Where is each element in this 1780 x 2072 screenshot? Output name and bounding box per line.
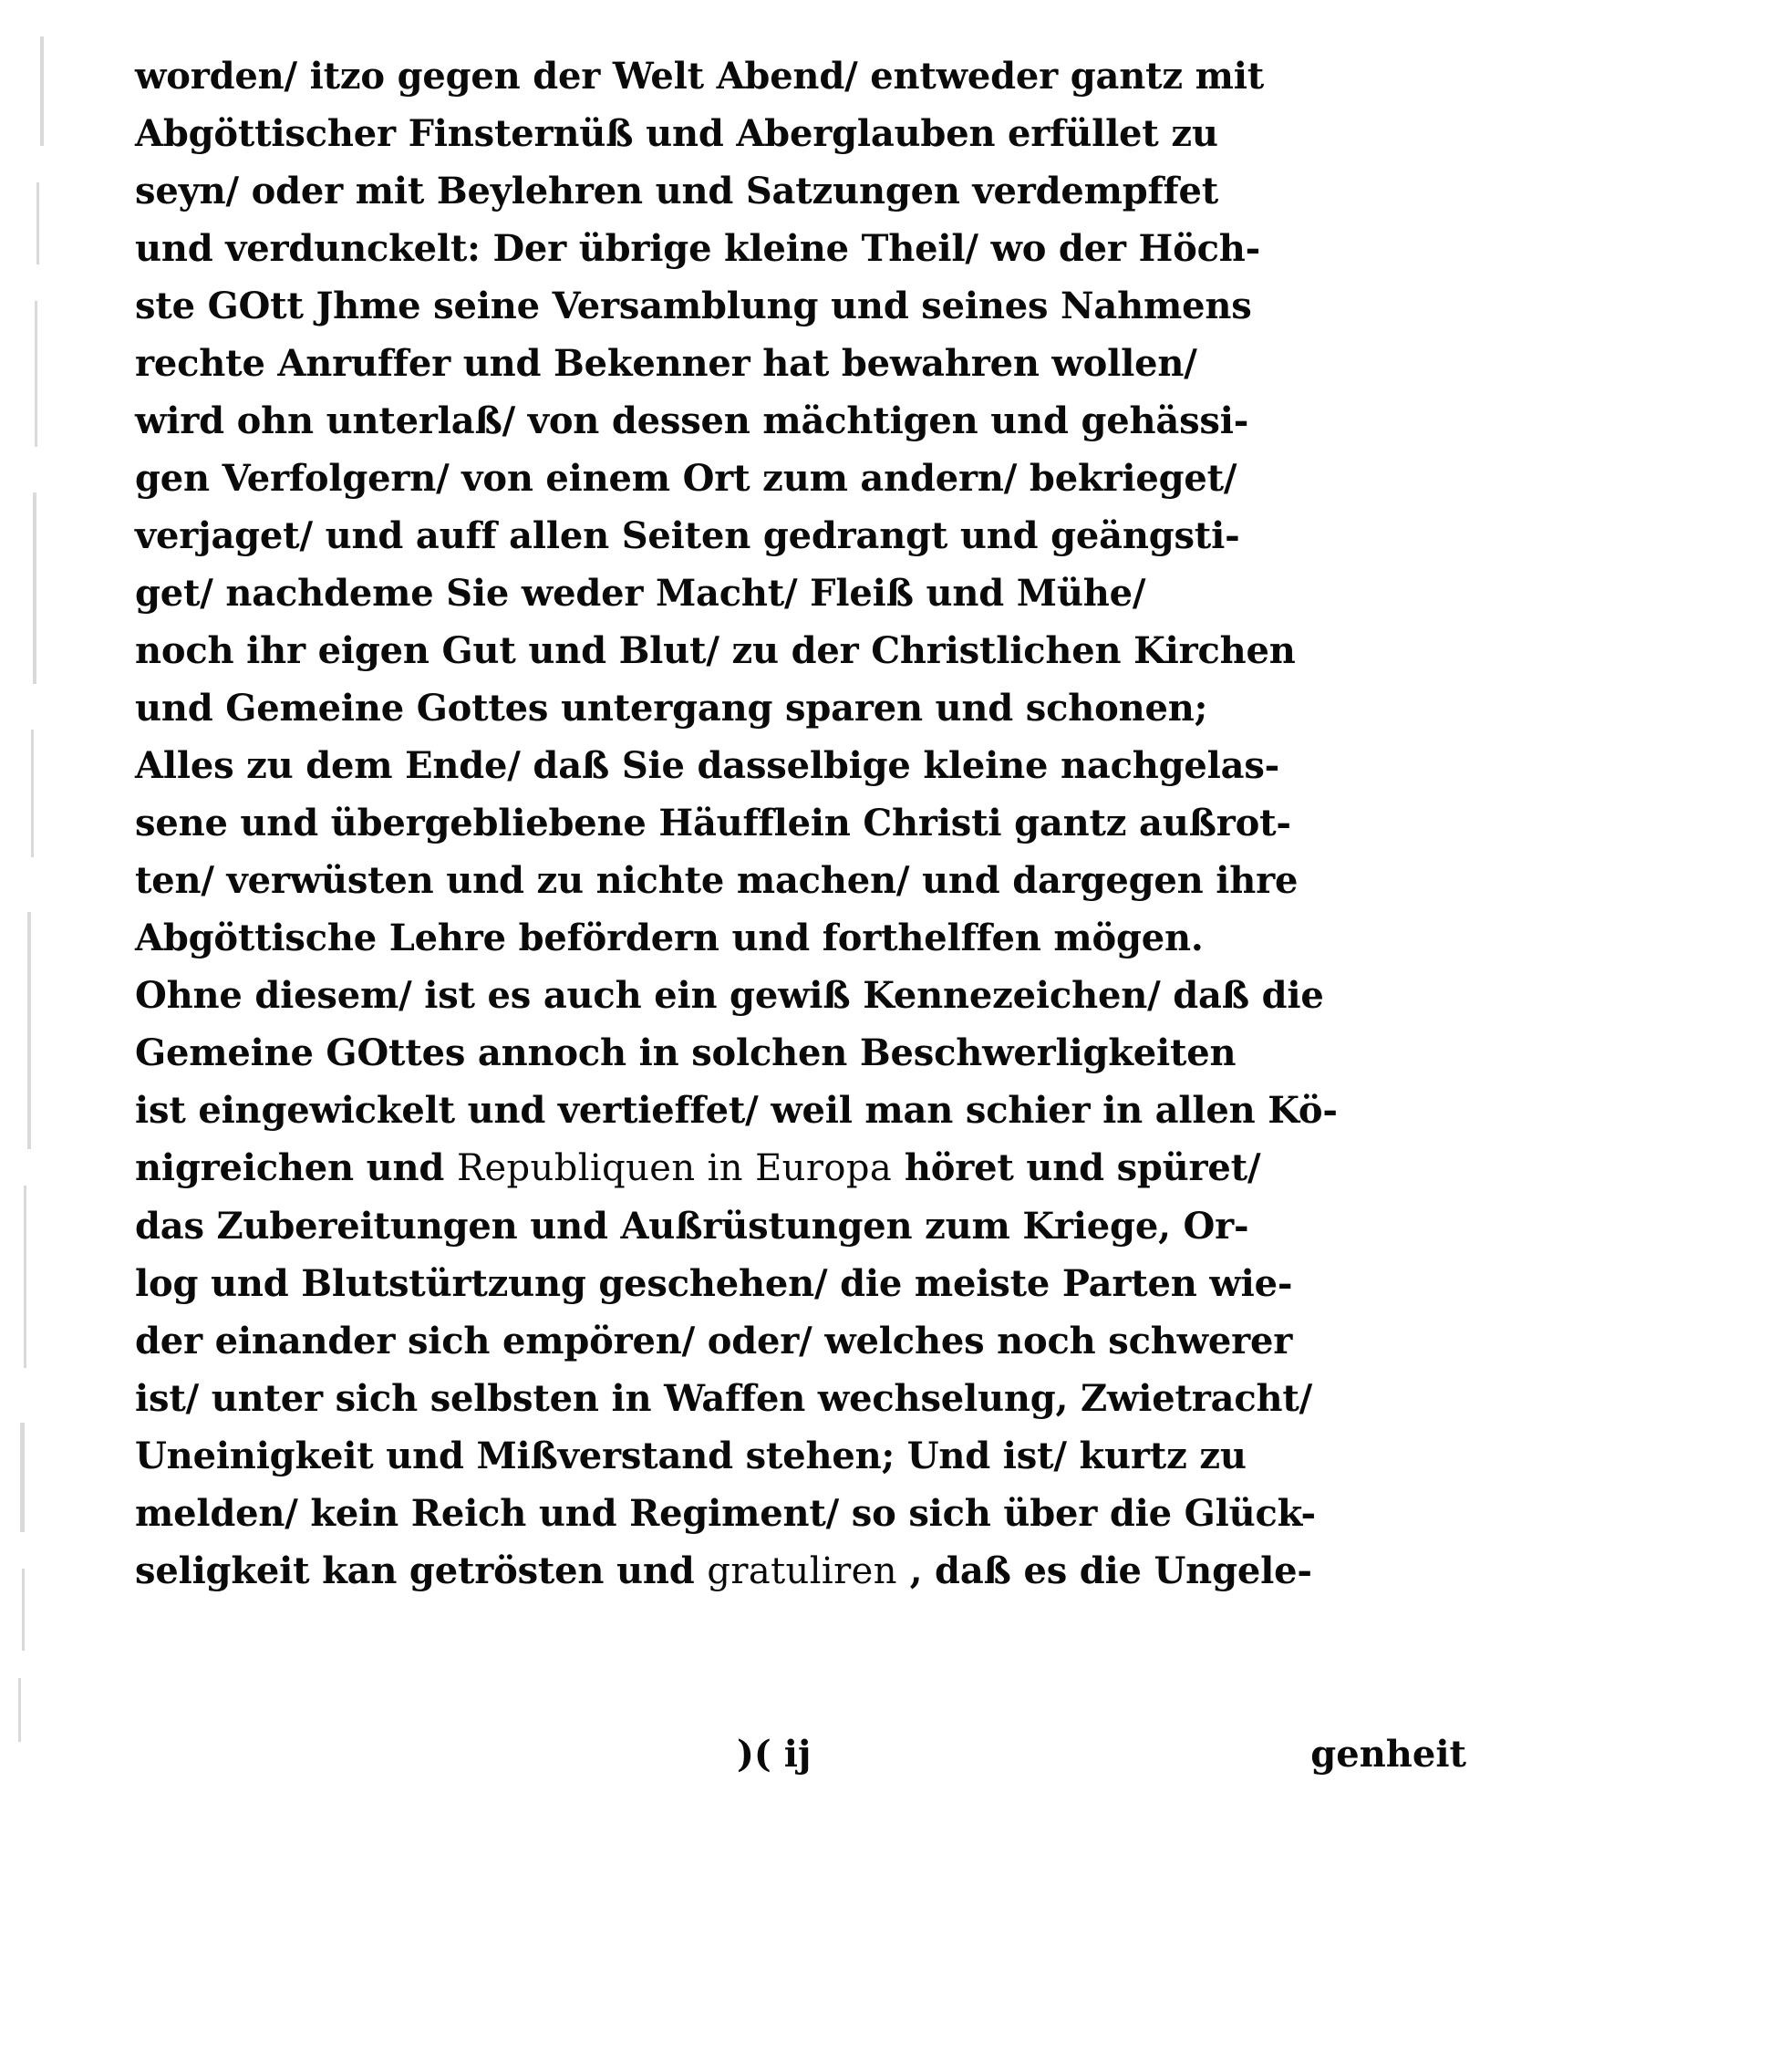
scan-edge-artifact: [40, 36, 44, 146]
scan-edge-artifact: [24, 1186, 26, 1368]
text-line: noch ihr eigen Gut und Blut/ zu der Christlichen Kirchen: [135, 629, 1296, 672]
page-footer: [135, 1733, 1466, 1787]
text-line: Gemeine GOttes annoch in solchen Beschwerligkeiten: [135, 1031, 1237, 1074]
text-line: der einander sich empören/ oder/ welches noch schwerer: [135, 1320, 1293, 1362]
text-line-mixed-script: [135, 1139, 1466, 1197]
line-segment-fraktur: nigreichen und: [135, 1146, 445, 1189]
text-line: worden/ itzo gegen der Welt Abend/ entweder gantz mit: [135, 55, 1265, 98]
text-line: ste GOtt Jhme seine Versamblung und seines Nahmens: [135, 285, 1252, 327]
text-line: verjaget/ und auff allen Seiten gedrangt und geängsti-: [135, 514, 1240, 557]
text-line: wird ohn unterlaß/ von dessen mächtigen und gehässi-: [135, 399, 1249, 442]
signature-mark: )( ij: [737, 1733, 812, 1776]
scan-edge-artifact: [18, 1678, 21, 1742]
scan-edge-artifact: [20, 1423, 25, 1532]
text-line: ten/ verwüsten und zu nichte machen/ und dargegen ihre: [135, 859, 1299, 902]
text-line: Abgöttischer Finsternüß und Aberglauben erfüllet zu: [135, 112, 1218, 155]
text-line: das Zubereitungen und Außrüstungen zum Kriege, Or-: [135, 1205, 1249, 1248]
scan-edge-artifact: [36, 182, 39, 264]
text-line: und Gemeine Gottes untergang sparen und schonen;: [135, 687, 1208, 730]
line-segment-roman: gratuliren: [707, 1550, 897, 1592]
body-text-block: [135, 47, 1466, 1601]
text-line: sene und übergebliebene Häufflein Christi gantz außrot-: [135, 802, 1291, 844]
text-line-mixed-script: [135, 1542, 1466, 1601]
scan-edge-artifact: [35, 301, 37, 447]
text-line: melden/ kein Reich und Regiment/ so sich über die Glück-: [135, 1492, 1316, 1535]
text-line: und verdunckelt: Der übrige kleine Theil/ wo der Höch-: [135, 227, 1261, 270]
line-segment-fraktur: höret und spüret/: [904, 1146, 1261, 1189]
text-line: seyn/ oder mit Beylehren und Satzungen verdempffet: [135, 170, 1219, 212]
scan-edge-artifact: [22, 1569, 25, 1651]
text-line: ist/ unter sich selbsten in Waffen wechselung, Zwietracht/: [135, 1377, 1313, 1420]
line-segment-fraktur: , daß es die Ungele-: [909, 1549, 1312, 1592]
line-segment-roman: Republiquen in Europa: [456, 1147, 893, 1189]
scan-edge-artifact: [27, 912, 31, 1149]
line-segment-fraktur: seligkeit kan getrösten und: [135, 1549, 695, 1592]
text-line: Uneinigkeit und Mißverstand stehen; Und ist/ kurtz zu: [135, 1435, 1247, 1477]
text-line: gen Verfolgern/ von einem Ort zum andern/ bekrieget/: [135, 457, 1237, 500]
text-line: ist eingewickelt und vertieffet/ weil man schier in allen Kö-: [135, 1089, 1338, 1132]
text-line: rechte Anruffer und Bekenner hat bewahren wollen/: [135, 342, 1197, 385]
catchword: genheit: [1310, 1733, 1466, 1776]
text-line: Alles zu dem Ende/ daß Sie dasselbige kleine nachgelas-: [135, 744, 1280, 787]
scan-edge-artifact: [31, 730, 34, 857]
text-line: get/ nachdeme Sie weder Macht/ Fleiß und Mühe/: [135, 572, 1146, 615]
text-line: Ohne diesem/ ist es auch ein gewiß Kennezeichen/ daß die: [135, 974, 1324, 1017]
text-line: log und Blutstürtzung geschehen/ die meiste Parten wie-: [135, 1262, 1293, 1305]
text-line: Abgöttische Lehre befördern und forthelffen mögen.: [135, 917, 1204, 959]
scan-edge-artifact: [33, 492, 36, 684]
